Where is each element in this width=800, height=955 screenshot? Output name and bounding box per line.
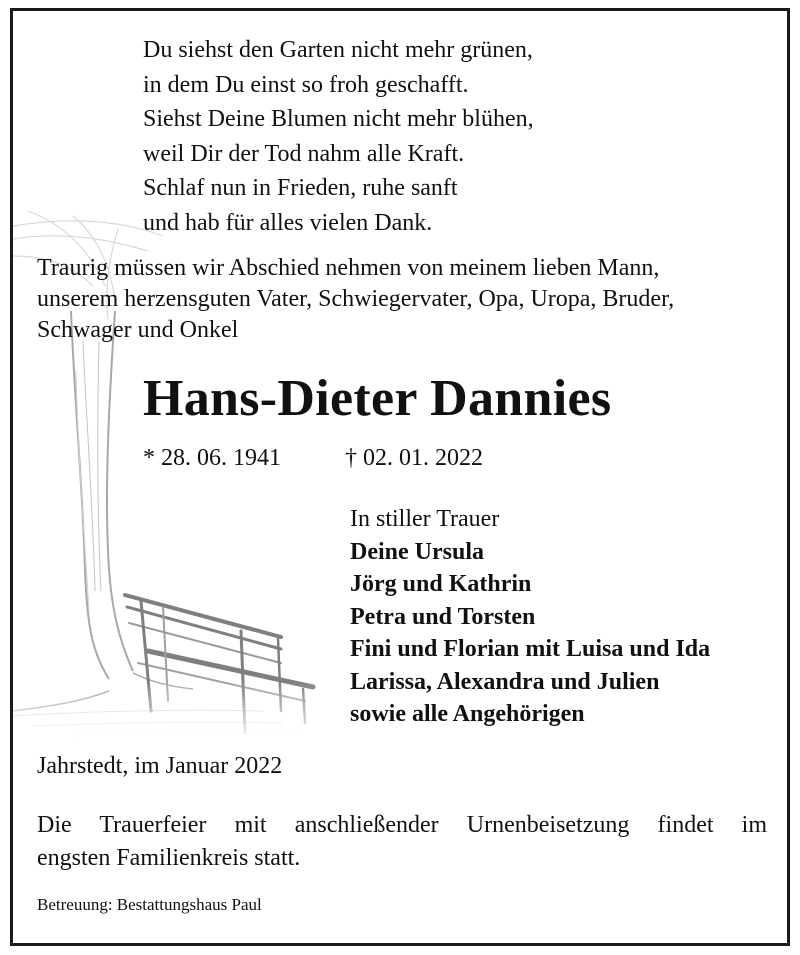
funeral-home-credit: Betreuung: Bestattungshaus Paul [37, 895, 262, 914]
mourner-name: Fini und Florian mit Luisa und Ida [350, 636, 711, 662]
mourners-heading: In stiller Trauer [350, 506, 500, 532]
mourner-name: Petra und Torsten [350, 603, 536, 630]
deceased-name: Hans-Dieter Dannies [143, 370, 612, 427]
mourner-name: sowie alle Angehörigen [350, 701, 585, 727]
death-date: † 02. 01. 2022 [345, 445, 483, 471]
intro-line: unserem herzensguten Vater, Schwiegervater, Opa, Uropa, Bruder, [37, 286, 675, 312]
poem-line: weil Dir der Tod nahm alle Kraft. [143, 140, 465, 167]
poem-line: Schlaf nun in Frieden, ruhe sanft [143, 175, 458, 201]
mourner-name: Larissa, Alexandra und Julien [350, 668, 660, 695]
mourners-list [350, 503, 710, 731]
intro-text [37, 253, 777, 346]
intro-line: Schwager und Onkel [37, 317, 239, 343]
intro-line: Traurig müssen wir Abschied nehmen von meinem lieben Mann, [37, 255, 660, 281]
poem [143, 33, 534, 240]
mourner-name: Jörg und Kathrin [350, 571, 532, 597]
poem-line: Siehst Deine Blumen nicht mehr blühen, [143, 106, 534, 132]
funeral-notice [37, 809, 767, 875]
funeral-line: engsten Familienkreis statt. [37, 845, 301, 871]
birth-date: * 28. 06. 1941 [143, 445, 281, 471]
poem-line: und hab für alles vielen Dank. [143, 209, 433, 236]
poem-line: in dem Du einst so froh geschafft. [143, 71, 469, 98]
obituary-card [10, 8, 790, 946]
place-date: Jahrstedt, im Januar 2022 [37, 753, 283, 779]
mourner-name: Deine Ursula [350, 538, 484, 565]
poem-line: Du siehst den Garten nicht mehr grünen, [143, 37, 533, 63]
funeral-line: Die Trauerfeier mit anschließender Urnenbeisetzung findet im [37, 812, 767, 838]
